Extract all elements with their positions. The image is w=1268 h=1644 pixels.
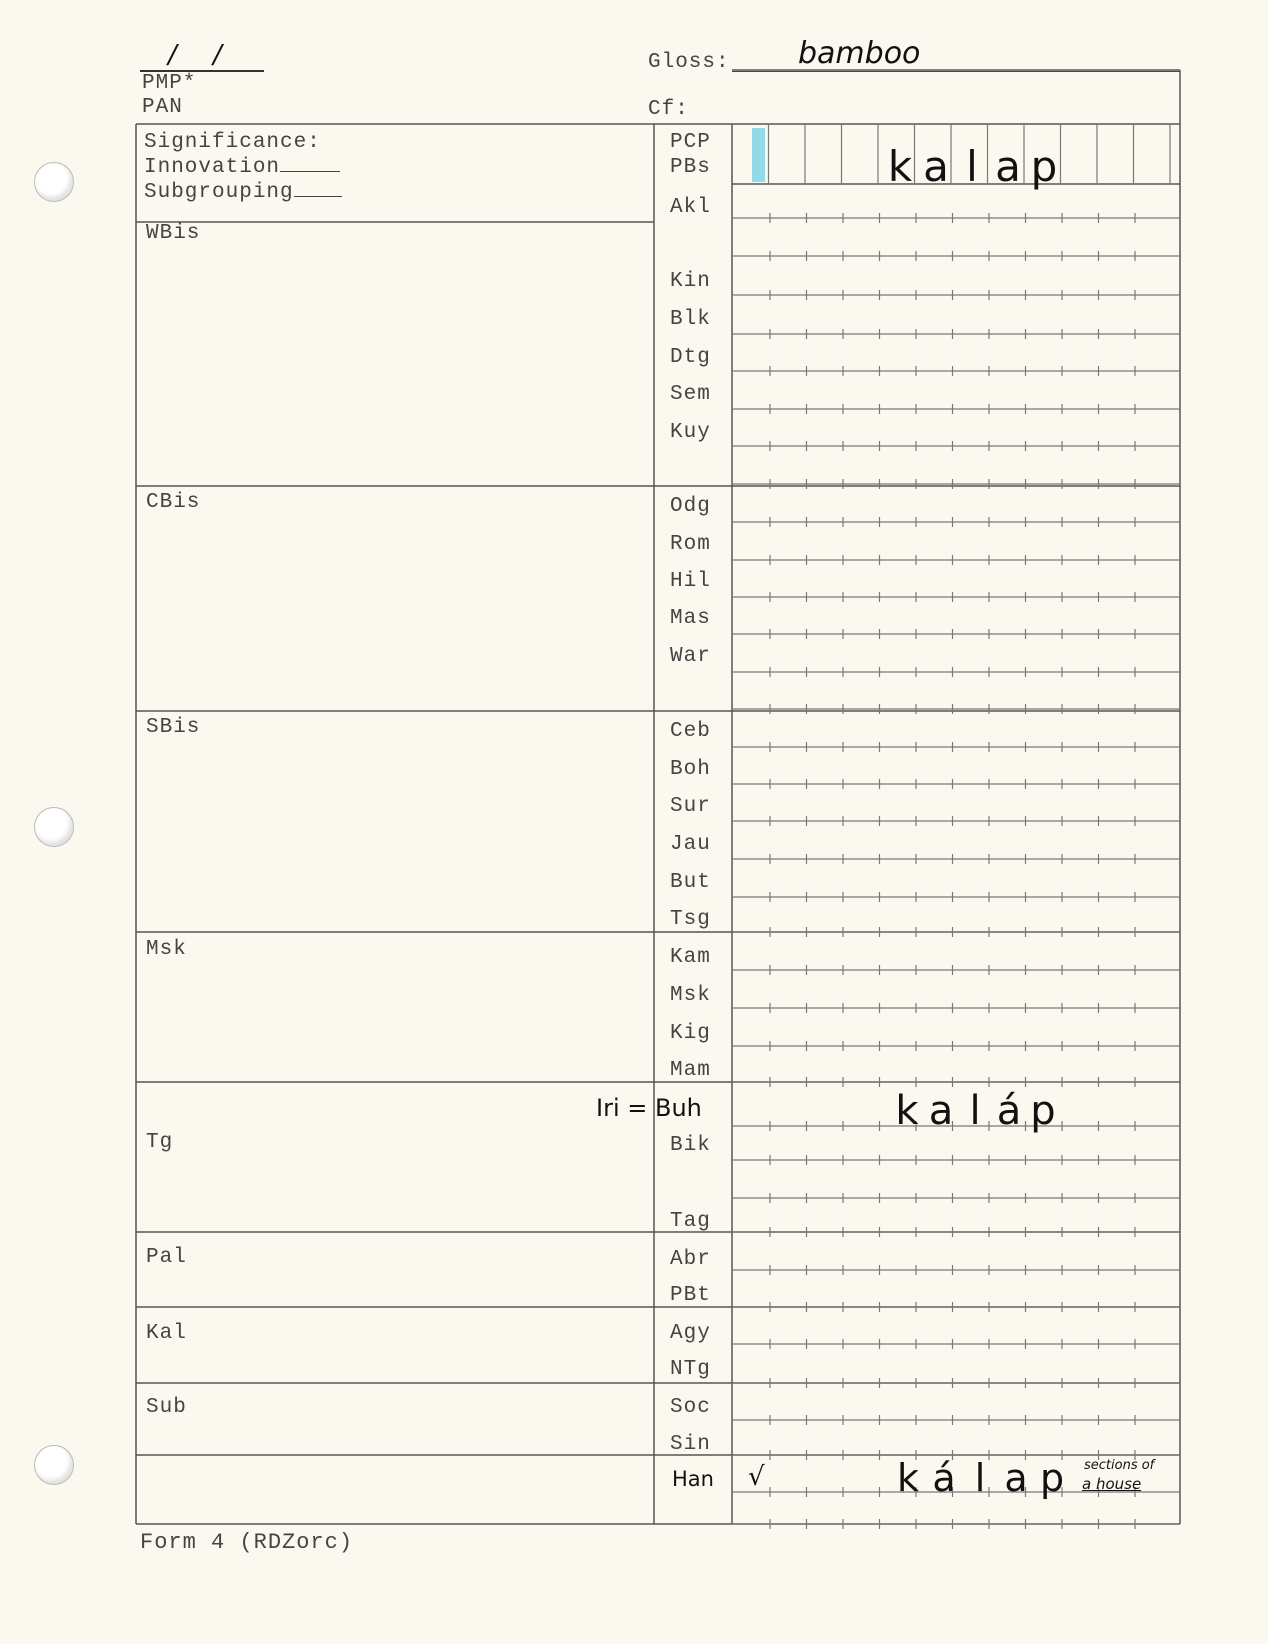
buh-form-char: á <box>996 1088 1022 1134</box>
han-form-char: á <box>932 1456 956 1500</box>
pmp-label: PMP* <box>142 72 197 95</box>
han-mark: √ <box>748 1462 765 1492</box>
lang-dtg: Dtg <box>670 346 711 369</box>
lang-tsg: Tsg <box>670 908 711 931</box>
lang-kuy: Kuy <box>670 421 711 444</box>
han-gloss-line2: a house <box>1082 1475 1142 1493</box>
lang-sur: Sur <box>670 795 711 818</box>
lang-odg: Odg <box>670 495 711 518</box>
subgrouping-label <box>144 181 342 204</box>
buh-form-char: p <box>1030 1088 1056 1134</box>
significance-title: Significance: <box>144 131 321 154</box>
pbs-form <box>882 142 1062 191</box>
innovation-blank[interactable] <box>280 171 340 172</box>
form-footer: Form 4 (RDZorc) <box>140 1530 354 1555</box>
han-form <box>890 1456 1070 1500</box>
subgrouping-blank[interactable] <box>294 196 342 197</box>
lang-sem: Sem <box>670 383 711 406</box>
lang-kig: Kig <box>670 1022 711 1045</box>
group-label-sub: Sub <box>146 1396 187 1419</box>
lang-agy: Agy <box>670 1322 711 1345</box>
group-label-msk: Msk <box>146 938 187 961</box>
highlight-mark <box>752 128 765 182</box>
pbs-form-char: a <box>923 142 949 191</box>
lang-abr: Abr <box>670 1248 711 1271</box>
cf-label: Cf: <box>648 98 689 121</box>
gloss-label: Gloss: <box>648 51 730 74</box>
lang-boh: Boh <box>670 758 711 781</box>
buh-form-char: k <box>895 1088 919 1134</box>
lang-sin: Sin <box>670 1433 711 1456</box>
lang-mas: Mas <box>670 607 711 630</box>
han-form-char: l <box>974 1456 986 1500</box>
pan-label: PAN <box>142 96 183 119</box>
group-label-sbis: SBis <box>146 716 201 739</box>
lang-hil: Hil <box>670 570 711 593</box>
lang-rom: Rom <box>670 533 711 556</box>
group-label-kal: Kal <box>146 1322 187 1345</box>
lang-pcp: PCP <box>670 131 711 154</box>
lang-tag: Tag <box>670 1210 711 1233</box>
lang-blk: Blk <box>670 308 711 331</box>
pbs-form-char: p <box>1030 142 1058 191</box>
lang-pbs: PBs <box>670 156 711 179</box>
lang-akl: Akl <box>670 196 711 219</box>
innovation-text: Innovation <box>144 156 281 179</box>
group-label-pal: Pal <box>146 1246 187 1269</box>
number-slots: / / <box>168 40 236 70</box>
gloss-value: bamboo <box>798 36 921 71</box>
lang-bik: Bik <box>670 1134 711 1157</box>
group-label-tg: Tg <box>146 1131 174 1154</box>
group-label-cbis: CBis <box>146 491 201 514</box>
lang-but: But <box>670 871 711 894</box>
han-gloss-line1: sections of <box>1084 1458 1155 1473</box>
han-form-char: p <box>1039 1456 1065 1500</box>
innovation-label <box>144 156 340 179</box>
lang-iri-buh: Iri = Buh <box>596 1094 702 1122</box>
lang-kin: Kin <box>670 270 711 293</box>
pbs-form-char: k <box>887 142 913 191</box>
lang-ceb: Ceb <box>670 720 711 743</box>
lang-war: War <box>670 645 711 668</box>
subgrouping-text: Subgrouping <box>144 181 294 204</box>
lang-han: Han <box>672 1467 714 1491</box>
lang-soc: Soc <box>670 1396 711 1419</box>
group-label-wbis: WBis <box>146 222 201 245</box>
lang-kam: Kam <box>670 946 711 969</box>
pbs-form-char: l <box>966 142 978 191</box>
han-form-char: a <box>1004 1456 1028 1500</box>
buh-form-char: l <box>969 1088 981 1134</box>
pbs-form-char: a <box>995 142 1021 191</box>
lang-jau: Jau <box>670 833 711 856</box>
lang-mam: Mam <box>670 1059 711 1082</box>
han-form-char: k <box>896 1456 919 1500</box>
lang-pbt: PBt <box>670 1284 711 1307</box>
buh-form <box>890 1088 1060 1134</box>
buh-form-char: a <box>928 1088 954 1134</box>
lang-msk: Msk <box>670 984 711 1007</box>
lang-ntg: NTg <box>670 1358 711 1381</box>
